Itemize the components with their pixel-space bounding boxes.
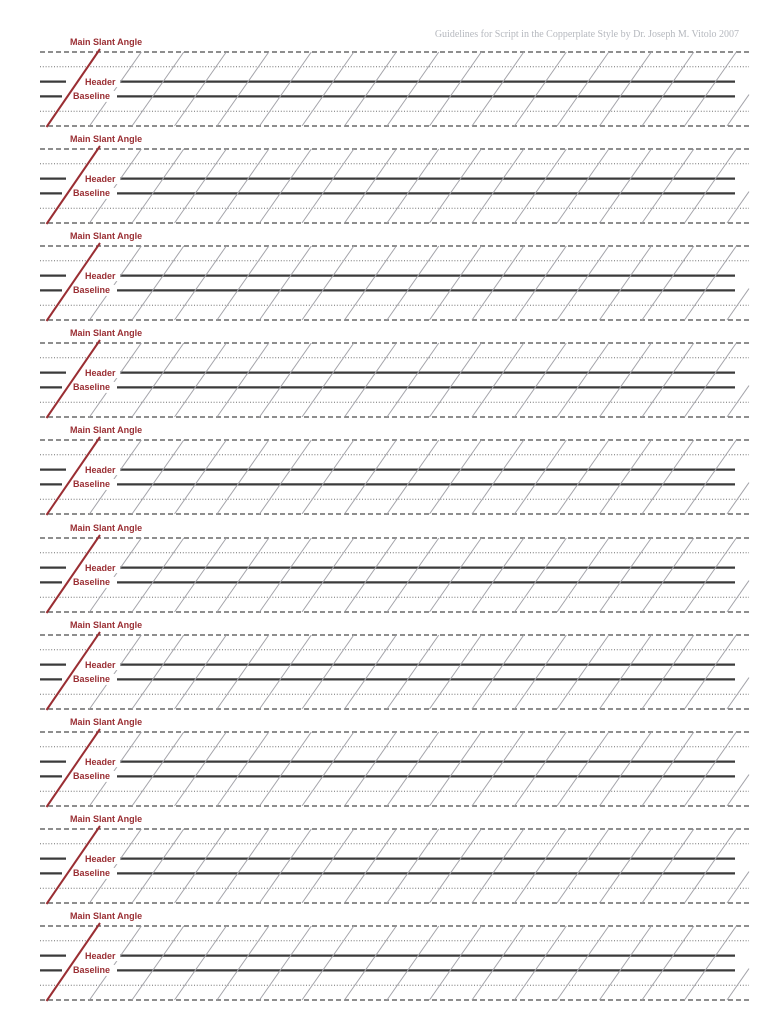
slant-guide-line [472, 926, 524, 1000]
slant-guide-line [260, 829, 312, 903]
slant-guide-line [600, 149, 652, 223]
slant-guide-line [175, 635, 227, 709]
slant-guide-line [345, 829, 397, 903]
slant-guide-line [260, 149, 312, 223]
slant-guide-line [260, 635, 312, 709]
slant-guide-line [685, 440, 737, 514]
main-slant-angle-label: Main Slant Angle [70, 717, 143, 727]
slant-guide-line [217, 926, 269, 1000]
baseline-label: Baseline [73, 868, 111, 878]
baseline-label: Baseline [73, 965, 111, 975]
slant-guide-line [557, 343, 609, 417]
guide-block [0, 425, 760, 522]
slant-guide-line [727, 95, 749, 126]
slant-guide-line [90, 52, 142, 126]
slant-guide-line [90, 246, 142, 320]
slant-guide-line [727, 581, 749, 612]
main-slant-angle-label: Main Slant Angle [70, 814, 143, 824]
guide-block [0, 231, 760, 328]
slant-guide-line [600, 246, 652, 320]
sheet-title: Guidelines for Script in the Copperplate Style by Dr. Joseph M. Vitolo 2007 [434, 29, 739, 40]
slant-guide-line [515, 635, 567, 709]
header-label: Header [85, 465, 116, 475]
slant-guide-line [90, 732, 142, 806]
slant-guide-line [387, 149, 439, 223]
guide-block [0, 134, 760, 231]
slant-guide-line [600, 732, 652, 806]
baseline-label: Baseline [73, 577, 111, 587]
header-label: Header [85, 951, 116, 961]
main-slant-angle-label: Main Slant Angle [70, 620, 143, 630]
slant-guide-line [430, 538, 482, 612]
slant-guide-line [685, 732, 737, 806]
slant-guide-line [727, 872, 749, 903]
slant-guide-line [175, 440, 227, 514]
baseline-label: Baseline [73, 188, 111, 198]
slant-guide-line [557, 149, 609, 223]
slant-guide-line [260, 246, 312, 320]
slant-guide-line [387, 635, 439, 709]
main-slant-line [47, 923, 101, 1001]
slant-guide-line [387, 732, 439, 806]
header-label: Header [85, 77, 116, 87]
slant-guide-line [472, 829, 524, 903]
slant-guide-line [345, 246, 397, 320]
slant-guide-line [345, 926, 397, 1000]
slant-guide-line [260, 440, 312, 514]
slant-guide-line [90, 343, 142, 417]
slant-guide-line [430, 440, 482, 514]
slant-guide-line [685, 149, 737, 223]
slant-guide-line [430, 149, 482, 223]
slant-guide-line [642, 926, 694, 1000]
slant-guide-line [515, 246, 567, 320]
slant-guide-line [600, 635, 652, 709]
slant-guide-line [387, 538, 439, 612]
slant-guide-line [472, 732, 524, 806]
slant-guide-line [175, 732, 227, 806]
slant-guide-line [90, 829, 142, 903]
slant-guide-line [727, 289, 749, 320]
slant-guide-line [387, 926, 439, 1000]
slant-guide-line [430, 246, 482, 320]
slant-guide-line [132, 732, 184, 806]
slant-guide-line [387, 52, 439, 126]
slant-guide-line [642, 246, 694, 320]
main-slant-angle-label: Main Slant Angle [70, 328, 143, 338]
slant-guide-line [430, 635, 482, 709]
slant-guide-line [132, 926, 184, 1000]
main-slant-angle-label: Main Slant Angle [70, 134, 143, 144]
guide-block [0, 717, 760, 814]
slant-guide-line [302, 52, 354, 126]
header-label: Header [85, 757, 116, 767]
slant-guide-line [515, 440, 567, 514]
slant-guide-line [557, 732, 609, 806]
slant-guide-line [217, 343, 269, 417]
slant-guide-line [430, 52, 482, 126]
slant-guide-line [302, 635, 354, 709]
slant-guide-line [345, 343, 397, 417]
slant-guide-line [600, 829, 652, 903]
slant-guide-line [557, 246, 609, 320]
slant-guide-line [90, 635, 142, 709]
slant-guide-line [727, 775, 749, 806]
guide-block [0, 911, 760, 1008]
slant-guide-line [685, 343, 737, 417]
slant-guide-line [217, 246, 269, 320]
slant-guide-line [132, 440, 184, 514]
slant-guide-line [345, 538, 397, 612]
slant-guide-line [132, 149, 184, 223]
main-slant-line [47, 49, 101, 127]
slant-guide-line [260, 732, 312, 806]
slant-guide-line [260, 343, 312, 417]
header-label: Header [85, 271, 116, 281]
slant-guide-line [217, 538, 269, 612]
baseline-label: Baseline [73, 674, 111, 684]
slant-guide-line [642, 440, 694, 514]
slant-guide-line [90, 926, 142, 1000]
slant-guide-line [175, 829, 227, 903]
main-slant-line [47, 437, 101, 515]
slant-guide-line [217, 52, 269, 126]
slant-guide-line [727, 483, 749, 514]
slant-guide-line [132, 343, 184, 417]
slant-guide-line [430, 926, 482, 1000]
slant-guide-line [600, 52, 652, 126]
slant-guide-line [515, 149, 567, 223]
slant-guide-line [217, 149, 269, 223]
slant-guide-line [557, 829, 609, 903]
baseline-label: Baseline [73, 771, 111, 781]
main-slant-angle-label: Main Slant Angle [70, 37, 143, 47]
slant-guide-line [685, 829, 737, 903]
slant-guide-line [685, 246, 737, 320]
main-slant-line [47, 243, 101, 321]
slant-guide-line [175, 538, 227, 612]
slant-guide-line [600, 926, 652, 1000]
slant-guide-line [600, 538, 652, 612]
slant-guide-line [132, 635, 184, 709]
slant-guide-line [472, 635, 524, 709]
main-slant-line [47, 340, 101, 418]
slant-guide-line [600, 343, 652, 417]
slant-guide-line [302, 732, 354, 806]
slant-guide-line [175, 52, 227, 126]
slant-guide-line [430, 732, 482, 806]
main-slant-angle-label: Main Slant Angle [70, 231, 143, 241]
main-slant-angle-label: Main Slant Angle [70, 911, 143, 921]
main-slant-line [47, 729, 101, 807]
guide-block [0, 37, 760, 134]
slant-guide-line [345, 732, 397, 806]
main-slant-line [47, 826, 101, 904]
header-label: Header [85, 854, 116, 864]
slant-guide-line [515, 829, 567, 903]
guide-block [0, 814, 760, 911]
slant-guide-line [727, 386, 749, 417]
slant-guide-line [345, 635, 397, 709]
main-slant-line [47, 632, 101, 710]
slant-guide-line [387, 440, 439, 514]
slant-guide-line [90, 149, 142, 223]
baseline-label: Baseline [73, 382, 111, 392]
slant-guide-line [472, 440, 524, 514]
slant-guide-line [515, 52, 567, 126]
slant-guide-line [685, 635, 737, 709]
slant-guide-line [302, 829, 354, 903]
slant-guide-line [515, 732, 567, 806]
slant-guide-line [472, 538, 524, 612]
slant-guide-line [387, 246, 439, 320]
guide-block [0, 328, 760, 425]
slant-guide-line [557, 635, 609, 709]
slant-guide-line [685, 926, 737, 1000]
slant-guide-line [132, 538, 184, 612]
slant-guide-line [345, 52, 397, 126]
main-slant-line [47, 146, 101, 224]
slant-guide-line [345, 149, 397, 223]
slant-guide-line [260, 538, 312, 612]
slant-guide-line [345, 440, 397, 514]
slant-guide-line [175, 149, 227, 223]
slant-guide-line [727, 678, 749, 709]
slant-guide-line [685, 52, 737, 126]
slant-guide-line [387, 829, 439, 903]
slant-guide-line [260, 926, 312, 1000]
main-slant-angle-label: Main Slant Angle [70, 425, 143, 435]
slant-guide-line [90, 538, 142, 612]
slant-guide-line [642, 52, 694, 126]
baseline-label: Baseline [73, 91, 111, 101]
slant-guide-line [132, 829, 184, 903]
slant-guide-line [302, 149, 354, 223]
slant-guide-line [302, 926, 354, 1000]
guide-block [0, 523, 760, 620]
slant-guide-line [472, 52, 524, 126]
slant-guide-line [685, 538, 737, 612]
slant-guide-line [302, 246, 354, 320]
slant-guide-line [90, 440, 142, 514]
slant-guide-line [642, 343, 694, 417]
header-label: Header [85, 563, 116, 573]
slant-guide-line [515, 538, 567, 612]
slant-guide-line [472, 343, 524, 417]
slant-guide-line [132, 246, 184, 320]
slant-guide-line [642, 732, 694, 806]
slant-guide-line [642, 149, 694, 223]
main-slant-line [47, 535, 101, 613]
slant-guide-line [175, 246, 227, 320]
slant-guide-line [217, 440, 269, 514]
slant-guide-line [557, 52, 609, 126]
slant-guide-line [727, 192, 749, 223]
slant-guide-line [175, 926, 227, 1000]
baseline-label: Baseline [73, 285, 111, 295]
slant-guide-line [302, 440, 354, 514]
slant-guide-line [642, 538, 694, 612]
main-slant-angle-label: Main Slant Angle [70, 523, 143, 533]
header-label: Header [85, 660, 116, 670]
slant-guide-line [302, 343, 354, 417]
slant-guide-line [430, 829, 482, 903]
slant-guide-line [600, 440, 652, 514]
header-label: Header [85, 174, 116, 184]
slant-guide-line [217, 635, 269, 709]
slant-guide-line [472, 246, 524, 320]
slant-guide-line [302, 538, 354, 612]
slant-guide-line [217, 732, 269, 806]
slant-guide-line [430, 343, 482, 417]
slant-guide-line [515, 926, 567, 1000]
slant-guide-line [132, 52, 184, 126]
baseline-label: Baseline [73, 479, 111, 489]
slant-guide-line [557, 440, 609, 514]
slant-guide-line [642, 829, 694, 903]
slant-guide-line [727, 969, 749, 1000]
slant-guide-line [387, 343, 439, 417]
header-label: Header [85, 368, 116, 378]
slant-guide-line [557, 538, 609, 612]
slant-guide-line [557, 926, 609, 1000]
slant-guide-line [260, 52, 312, 126]
slant-guide-line [175, 343, 227, 417]
slant-guide-line [472, 149, 524, 223]
slant-guide-line [217, 829, 269, 903]
slant-guide-line [642, 635, 694, 709]
slant-guide-line [515, 343, 567, 417]
guide-block [0, 620, 760, 717]
